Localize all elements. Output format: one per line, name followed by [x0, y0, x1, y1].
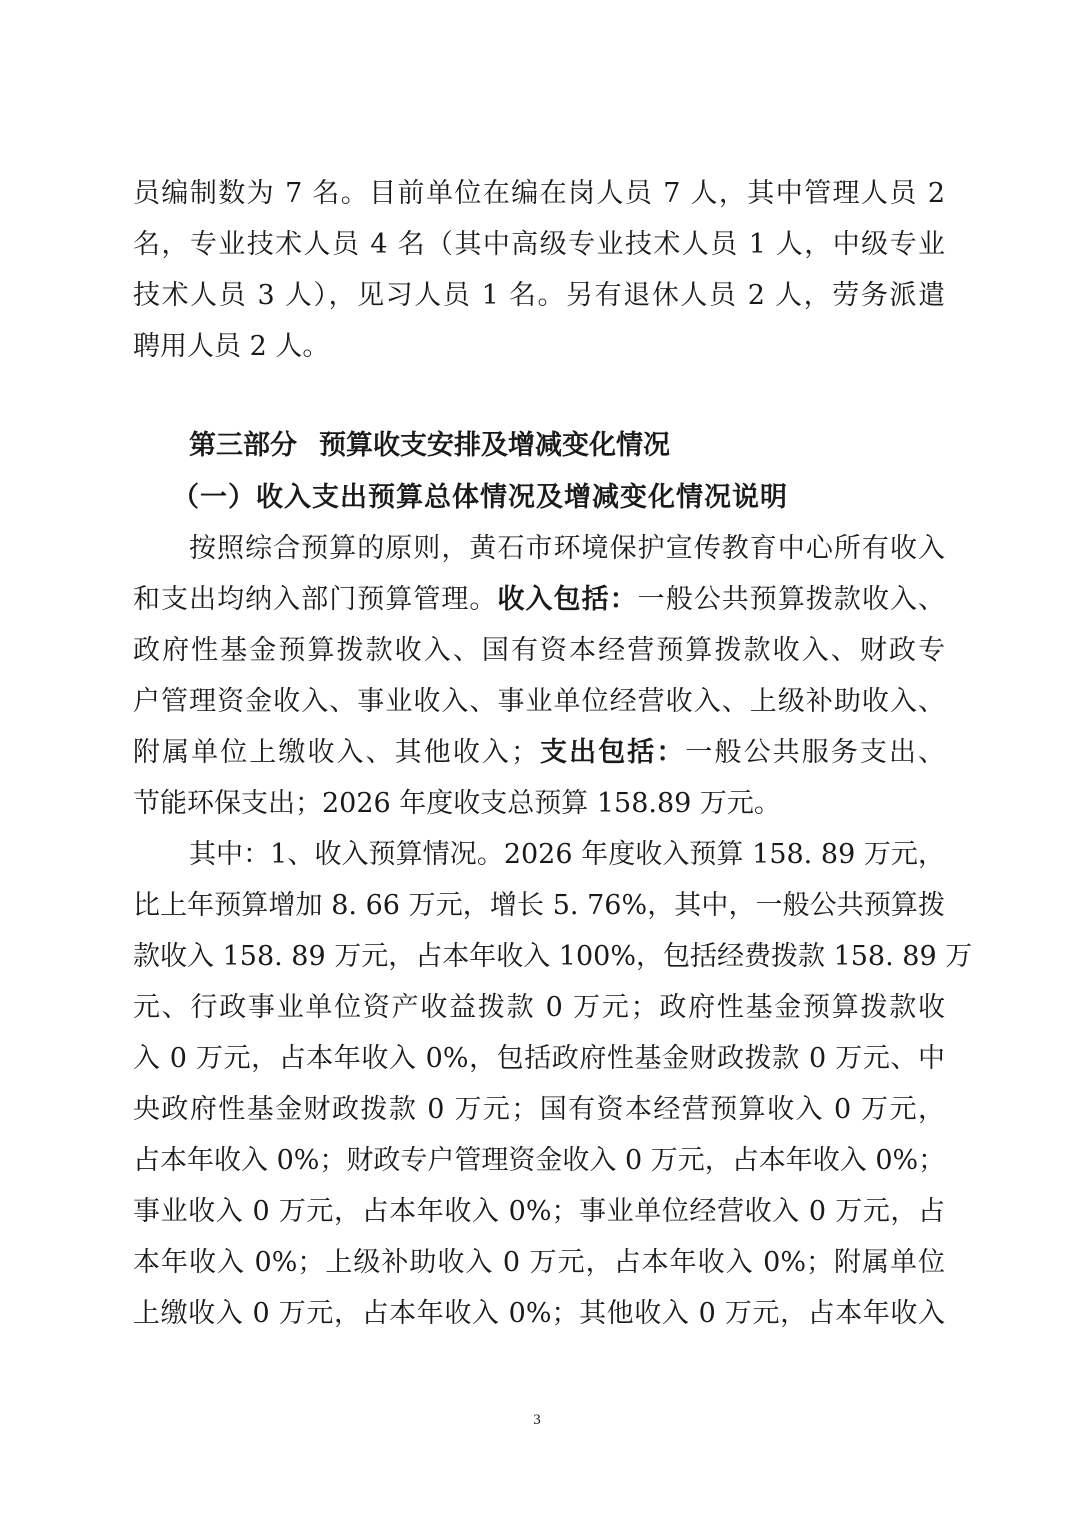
paragraph-line: 其中：1、收入预算情况。2026 年度收入预算 158. 89 万元，: [189, 839, 945, 870]
paragraph-line: [133, 582, 945, 618]
paragraph-line: 按照综合预算的原则，黄石市环境保护宣传教育中心所有收入: [189, 533, 945, 564]
text-run: 和支出均纳入部门预算管理。: [133, 584, 498, 615]
section-title: 预算收支安排及增减变化情况: [319, 430, 670, 461]
paragraph-line: 节能环保支出；2026 年度收支总预算 158.89 万元。: [133, 788, 781, 819]
section-part-label: 第三部分: [189, 430, 297, 461]
text-run: 一般公共服务支出、: [685, 737, 946, 768]
paragraph-line: 员编制数为 7 名。目前单位在编在岗人员 7 人，其中管理人员 2: [133, 178, 945, 209]
text-run: 一般公共预算拨款收入、: [637, 584, 946, 615]
bold-label-expense: 支出包括：: [537, 737, 686, 768]
paragraph-line: 技术人员 3 人），见习人员 1 名。另有退休人员 2 人，劳务派遣: [133, 280, 945, 311]
subsection-heading: （一）收入支出预算总体情况及增减变化情况说明: [172, 482, 788, 513]
paragraph-line: 户管理资金收入、事业收入、事业单位经营收入、上级补助收入、: [133, 686, 945, 717]
paragraph-line: 入 0 万元，占本年收入 0%，包括政府性基金财政拨款 0 万元、中: [133, 1043, 945, 1074]
bold-label-income: 收入包括：: [497, 584, 638, 615]
paragraph-line: 聘用人员 2 人。: [133, 331, 330, 362]
paragraph-line: 政府性基金预算拨款收入、国有资本经营预算拨款收入、财政专: [133, 635, 945, 666]
paragraph-line: 上缴收入 0 万元，占本年收入 0%；其他收入 0 万元，占本年收入: [133, 1298, 945, 1329]
paragraph-line: 名，专业技术人员 4 名（其中高级专业技术人员 1 人，中级专业: [133, 229, 945, 260]
paragraph-line: [133, 735, 945, 771]
paragraph-line: 央政府性基金财政拨款 0 万元；国有资本经营预算收入 0 万元，: [133, 1094, 945, 1125]
paragraph-line: 占本年收入 0%；财政专户管理资金收入 0 万元，占本年收入 0%；: [133, 1145, 946, 1176]
paragraph-line: 事业收入 0 万元，占本年收入 0%；事业单位经营收入 0 万元，占: [133, 1196, 945, 1227]
text-run: 附属单位上缴收入、其他收入；: [133, 737, 538, 768]
section-heading: [189, 428, 670, 464]
paragraph-line: 本年收入 0%；上级补助收入 0 万元，占本年收入 0%；附属单位: [133, 1247, 945, 1278]
page-number: 3: [533, 1412, 541, 1428]
paragraph-line: 比上年预算增加 8. 66 万元，增长 5. 76%，其中，一般公共预算拨: [133, 890, 945, 921]
paragraph-line: 元、行政事业单位资产收益拨款 0 万元；政府性基金预算拨款收: [133, 992, 945, 1023]
paragraph-line: 款收入 158. 89 万元，占本年收入 100%，包括经费拨款 158. 89 万: [133, 941, 973, 972]
